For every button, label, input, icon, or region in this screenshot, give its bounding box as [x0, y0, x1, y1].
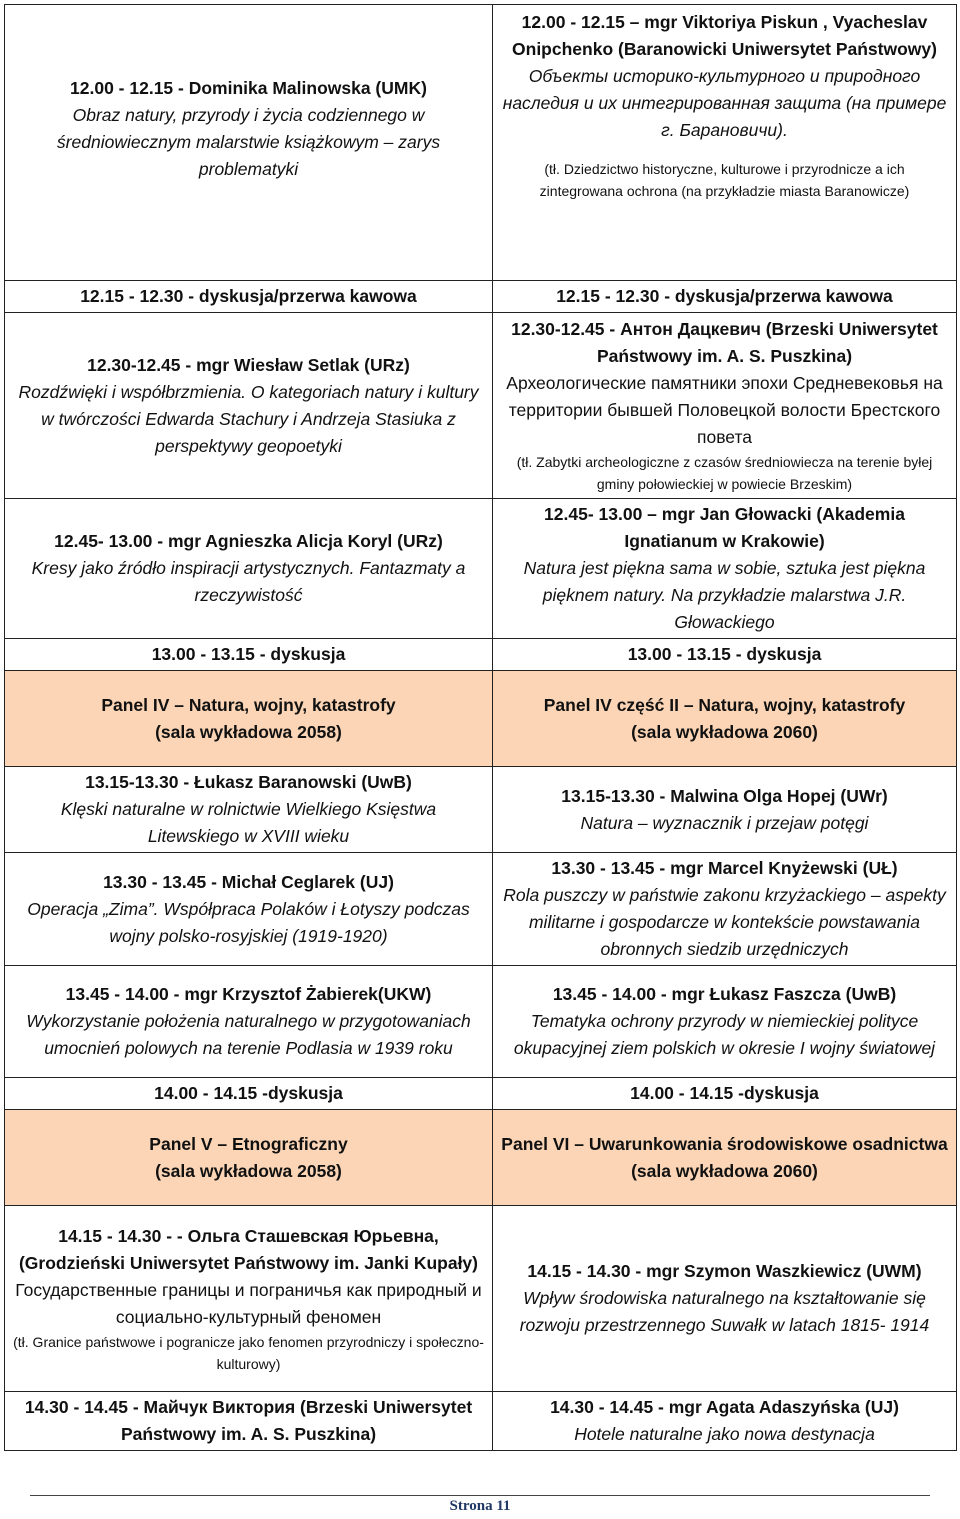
- session-right: [493, 1206, 957, 1392]
- session-left: [5, 1206, 493, 1392]
- session-left: [5, 767, 493, 853]
- talk-title: Operacja „Zima”. Współpraca Polaków i Łotyszy podczas wojny polsko-rosyjskiej (1919-1920): [27, 898, 470, 946]
- time-speaker: 13.15-13.30 - Łukasz Baranowski (UwB): [85, 772, 412, 792]
- session-right: [493, 966, 957, 1078]
- talk-title: Rozdźwięki i współbrzmienia. O kategoriach natury i kultury w twórczości Edwarda Stachury i Andrzeja Stasiuka z perspektywy geopoetyki: [18, 381, 479, 456]
- schedule-row: [5, 281, 957, 313]
- break-right: 14.00 - 14.15 -dyskusja: [493, 1078, 957, 1110]
- talk-title: Obraz natury, przyrody i życia codziennego w średniowiecznym malarstwie książkowym – zarys problematyki: [56, 105, 441, 179]
- break-right: 12.15 - 12.30 - dyskusja/przerwa kawowa: [493, 281, 957, 313]
- time-speaker: 12.45- 13.00 - mgr Agnieszka Alicja Koryl (URz): [54, 531, 443, 551]
- schedule-row: [5, 313, 957, 499]
- talk-title: Wykorzystanie położenia naturalnego w przygotowaniach umocnień polowych na terenie Podlasia w 1939 roku: [26, 1011, 471, 1058]
- panel-name: Panel IV część II – Natura, wojny, katastrofy: [543, 694, 906, 715]
- time-speaker: 12.30-12.45 - mgr Wiesław Setlak (URz): [87, 354, 410, 375]
- talk-title: Государственные границы и пограничья как природный и социально-культурный феномен: [15, 1279, 482, 1327]
- session-left: [5, 5, 493, 281]
- panel-header-right: [493, 671, 957, 767]
- time-speaker: 12.00 - 12.15 - Dominika Malinowska (UMK): [70, 78, 427, 98]
- schedule-row: [5, 966, 957, 1078]
- time-speaker: 14.15 - 14.30 - - Ольга Сташевская Юрьевна, (Grodzieński Uniwersytet Państwowy im. Janki Kupały): [18, 1225, 478, 1273]
- time-speaker: 12.45- 13.00 – mgr Jan Głowacki (Akademia Ignatianum w Krakowie): [544, 504, 905, 551]
- session-left: [5, 966, 493, 1078]
- talk-title: Объекты историко-культурного и природного наследия и их интегрированная защита (на примере г. Барановичи).: [502, 66, 947, 140]
- break-left: 13.00 - 13.15 - dyskusja: [5, 639, 493, 671]
- talk-title: Klęski naturalne w rolnictwie Wielkiego Księstwa Litewskiego w XVIII wieku: [60, 799, 437, 846]
- session-left: [5, 1392, 493, 1451]
- schedule-row: [5, 639, 957, 671]
- panel-name: Panel IV – Natura, wojny, katastrofy: [101, 694, 396, 715]
- schedule-row: [5, 5, 957, 281]
- schedule-row: [5, 671, 957, 767]
- talk-title: Kresy jako źródło inspiracji artystycznych. Fantazmaty a rzeczywistość: [31, 558, 466, 605]
- time-speaker: 13.45 - 14.00 - mgr Łukasz Faszcza (UwB): [552, 984, 897, 1004]
- time-speaker: 12.00 - 12.15 – mgr Viktoriya Piskun , Vyacheslav Onipchenko (Baranowicki Uniwersytet Państwowy): [512, 12, 937, 59]
- session-right: [493, 5, 957, 281]
- schedule-row: [5, 1110, 957, 1206]
- session-left: [5, 499, 493, 639]
- talk-title: Археологические памятники эпохи Средневековья на территории бывшей Половецкой волости Брестского повета: [506, 373, 943, 447]
- time-speaker: 13.45 - 14.00 - mgr Krzysztof Żabierek(UKW): [65, 984, 432, 1004]
- talk-translation: (tł. Zabytki archeologiczne z czasów średniowiecza na terenie byłej gminy połowieckiej w powiecie Brzeskim): [516, 454, 933, 492]
- talk-translation: (tł. Granice państwowe i pogranicze jako fenomen przyrodniczy i społeczno-kulturowy): [13, 1333, 484, 1372]
- page-number: Strona 11: [449, 1498, 511, 1514]
- session-left: [5, 313, 493, 499]
- schedule-row: [5, 853, 957, 966]
- panel-room: (sala wykładowa 2060): [631, 721, 818, 742]
- talk-translation: (tł. Dziedzictwo historyczne, kulturowe i przyrodnicze a ich zintegrowana ochrona (na przykładzie miasta Baranowicze): [539, 161, 910, 199]
- time-speaker: 13.30 - 13.45 - mgr Marcel Knyżewski (UŁ): [551, 858, 898, 878]
- time-speaker: 14.15 - 14.30 - mgr Szymon Waszkiewicz (UWM): [527, 1261, 922, 1281]
- talk-title: Hotele naturalne jako nowa destynacja: [574, 1424, 875, 1444]
- session-right: [493, 499, 957, 639]
- session-right: [493, 1392, 957, 1451]
- time-speaker: 13.15-13.30 - Malwina Olga Hopej (UWr): [561, 785, 888, 806]
- time-speaker: 13.30 - 13.45 - Michał Ceglarek (UJ): [103, 871, 394, 892]
- talk-title: Tematyka ochrony przyrody w niemieckiej polityce okupacyjnej ziem polskich w okresie I wojny światowej: [513, 1011, 936, 1058]
- schedule-row: [5, 499, 957, 639]
- schedule-row: [5, 767, 957, 853]
- schedule-row: [5, 1206, 957, 1392]
- session-left: [5, 853, 493, 966]
- time-speaker: 12.30-12.45 - Антон Дацкевич (Brzeski Uniwersytet Państwowy im. A. S. Puszkina): [511, 319, 938, 366]
- session-right: [493, 767, 957, 853]
- panel-room: (sala wykładowa 2058): [155, 721, 342, 742]
- panel-room: (sala wykładowa 2060): [631, 1160, 818, 1181]
- session-right: [493, 313, 957, 499]
- time-speaker: 14.30 - 14.45 - Майчук Виктория (Brzeski Uniwersytet Państwowy im. A. S. Puszkina): [24, 1397, 473, 1444]
- break-right: 13.00 - 13.15 - dyskusja: [493, 639, 957, 671]
- schedule-row: [5, 1078, 957, 1110]
- panel-header-left: [5, 671, 493, 767]
- session-right: [493, 853, 957, 966]
- panel-header-right: [493, 1110, 957, 1206]
- schedule-row: [5, 1392, 957, 1451]
- panel-header-left: [5, 1110, 493, 1206]
- talk-title: Wpływ środowiska naturalnego na kształtowanie się rozwoju przestrzennego Suwałk w latach 1815- 1914: [519, 1288, 930, 1335]
- break-left: 12.15 - 12.30 - dyskusja/przerwa kawowa: [5, 281, 493, 313]
- panel-room: (sala wykładowa 2058): [155, 1160, 342, 1181]
- schedule-table: [4, 4, 957, 1451]
- break-left: 14.00 - 14.15 -dyskusja: [5, 1078, 493, 1110]
- panel-name: Panel VI – Uwarunkowania środowiskowe osadnictwa: [501, 1133, 948, 1154]
- footer-divider: [30, 1495, 930, 1496]
- talk-title: Natura jest piękna sama w sobie, sztuka jest piękna pięknem natury. Na przykładzie malarstwa J.R. Głowackiego: [523, 558, 926, 632]
- talk-title: Rola puszczy w państwie zakonu krzyżackiego – aspekty militarne i gospodarcze w kontekście powstawania obronnych siedzib urzędniczych: [503, 885, 946, 959]
- panel-name: Panel V – Etnograficzny: [149, 1133, 348, 1154]
- talk-title: Natura – wyznacznik i przejaw potęgi: [580, 812, 869, 833]
- time-speaker: 14.30 - 14.45 - mgr Agata Adaszyńska (UJ): [550, 1397, 899, 1417]
